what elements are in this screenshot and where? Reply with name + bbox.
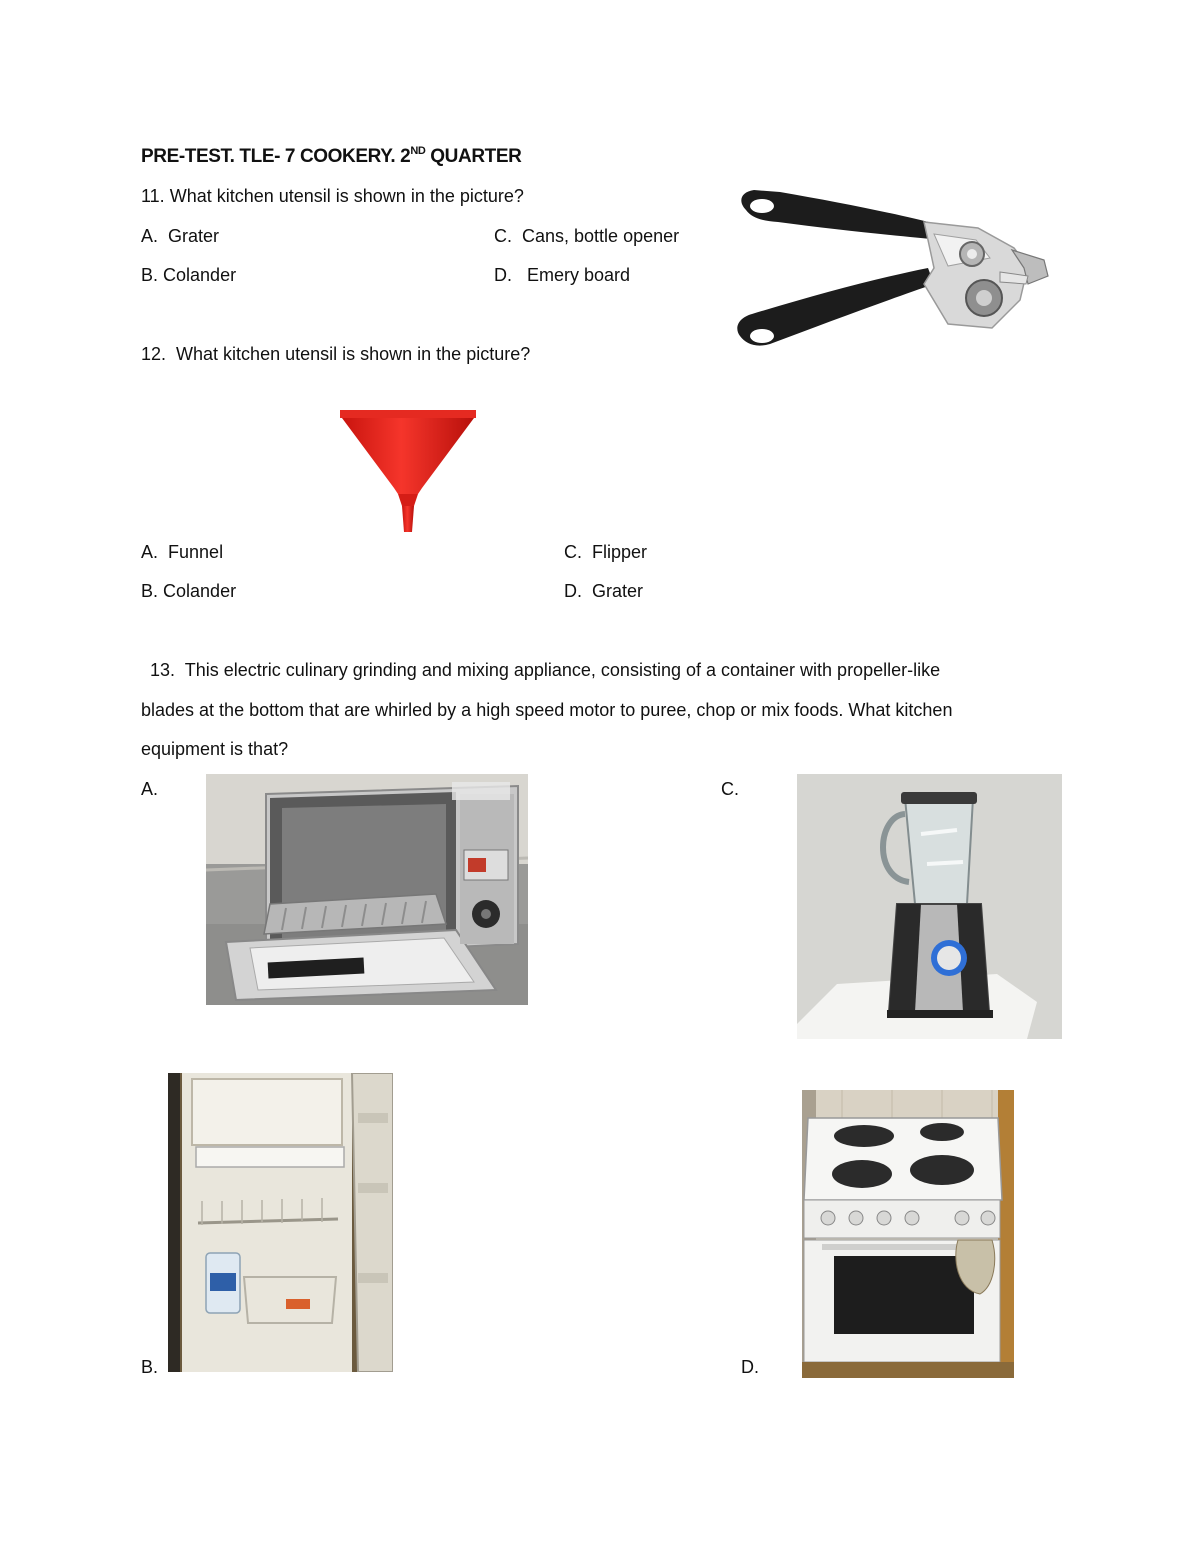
question-text: What kitchen utensil is shown in the picture? — [176, 344, 531, 364]
choice-c-label: C. — [721, 779, 739, 799]
option-b: B. Colander — [141, 265, 237, 285]
question-number: 11. — [141, 186, 165, 206]
refrigerator-icon — [168, 1073, 393, 1372]
question-11 — [141, 185, 524, 207]
funnel-icon — [338, 408, 478, 534]
choice-a-label: A. — [141, 779, 159, 799]
question-12 — [141, 343, 530, 365]
question-13-line-1: 13. This electric culinary grinding and mixing appliance, consisting of a container with propeller-like — [150, 660, 941, 680]
option-c: C. Flipper — [564, 542, 648, 562]
question-13-line-2: blades at the bottom that are whirled by a high speed motor to puree, chop or mix foods. What kitchen — [141, 700, 953, 720]
option-b: B. Colander — [141, 581, 237, 601]
choice-d-label: D. — [741, 1357, 759, 1377]
electric-stove-icon — [802, 1090, 1014, 1378]
can-opener-icon — [728, 188, 1058, 360]
question-text: What kitchen utensil is shown in the picture? — [169, 186, 524, 206]
page-title: PRE-TEST. TLE- 7 COOKERY. 2ND QUARTER — [141, 145, 522, 167]
option-a: A. Grater — [141, 226, 220, 246]
choice-b-label: B. — [141, 1357, 159, 1377]
toaster-oven-icon — [206, 774, 528, 1005]
option-d: D. Grater — [564, 581, 644, 601]
option-d: D. Emery board — [494, 265, 631, 285]
question-13-line-3: equipment is that? — [141, 739, 289, 759]
option-a: A. Funnel — [141, 542, 224, 562]
blender-icon — [797, 774, 1062, 1039]
question-number: 12. — [141, 344, 167, 364]
option-c: C. Cans, bottle opener — [494, 226, 680, 246]
